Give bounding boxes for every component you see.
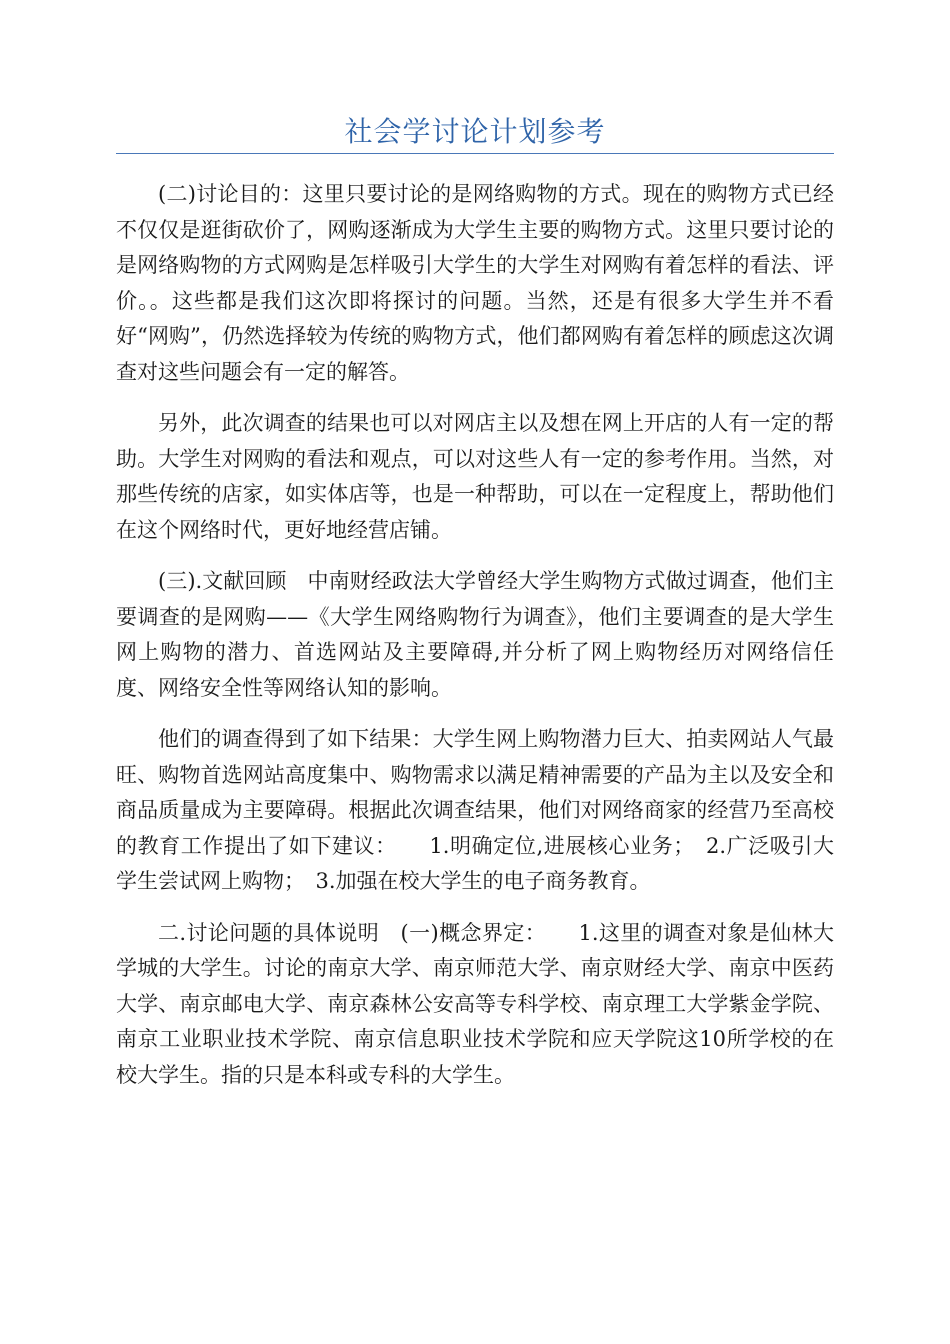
- paragraph-additional-benefit: 另外，此次调查的结果也可以对网店主以及想在网上开店的人有一定的帮助。大学生对网购的看法和观点，可以对这些人有一定的参考作用。当然，对那些传统的店家，如实体店等，也是一种帮助，可以在一定程度上，帮助他们在这个网络时代，更好地经营店铺。: [116, 411, 834, 542]
- title-underline-divider: [116, 153, 834, 154]
- document-title: 社会学讨论计划参考: [344, 115, 606, 148]
- paragraph-survey-results: 他们的调查得到了如下结果：大学生网上购物潜力巨大、拍卖网站人气最旺、购物首选网站高度集中、购物需求以满足精神需要的产品为主以及安全和商品质量成为主要障碍。根据此次调查结果，他们对网络商家的经营乃至高校的教育工作提出了如下建议： 1.明确定位,进展核心业务； 2.广泛吸引大学生尝试网上购物； 3.加强在校大学生的电子商务教育。: [116, 727, 834, 893]
- document-body: [116, 177, 834, 1109]
- paragraph-literature-review: (三).文献回顾 中南财经政法大学曾经大学生购物方式做过调查，他们主要调查的是网购——《大学生网络购物行为调查》，他们主要调查的是大学生网上购物的潜力、首选网站及主要障碍,并分析了网上购物经历对网络信任度、网络安全性等网络认知的影响。: [116, 569, 834, 700]
- paragraph-research-purpose: (二)讨论目的：这里只要讨论的是网络购物的方式。现在的购物方式已经不仅仅是逛街砍价了，网购逐渐成为大学生主要的购物方式。这里只要讨论的是网络购物的方式网购是怎样吸引大学生的大学生对网购有着怎样的看法、评价。。这些都是我们这次即将探讨的问题。当然，还是有很多大学生并不看好“网购”，仍然选择较为传统的购物方式，他们都网购有着怎样的顾虑这次调查对这些问题会有一定的解答。: [116, 182, 834, 384]
- paragraph-concept-definition: 二.讨论问题的具体说明 (一)概念界定： 1.这里的调查对象是仙林大学城的大学生。讨论的南京大学、南京师范大学、南京财经大学、南京中医药大学、南京邮电大学、南京森林公安高等专科学校、南京理工大学紫金学院、南京工业职业技术学院、南京信息职业技术学院和应天学院这10所学校的在校大学生。指的只是本科或专科的大学生。: [116, 920, 834, 1087]
